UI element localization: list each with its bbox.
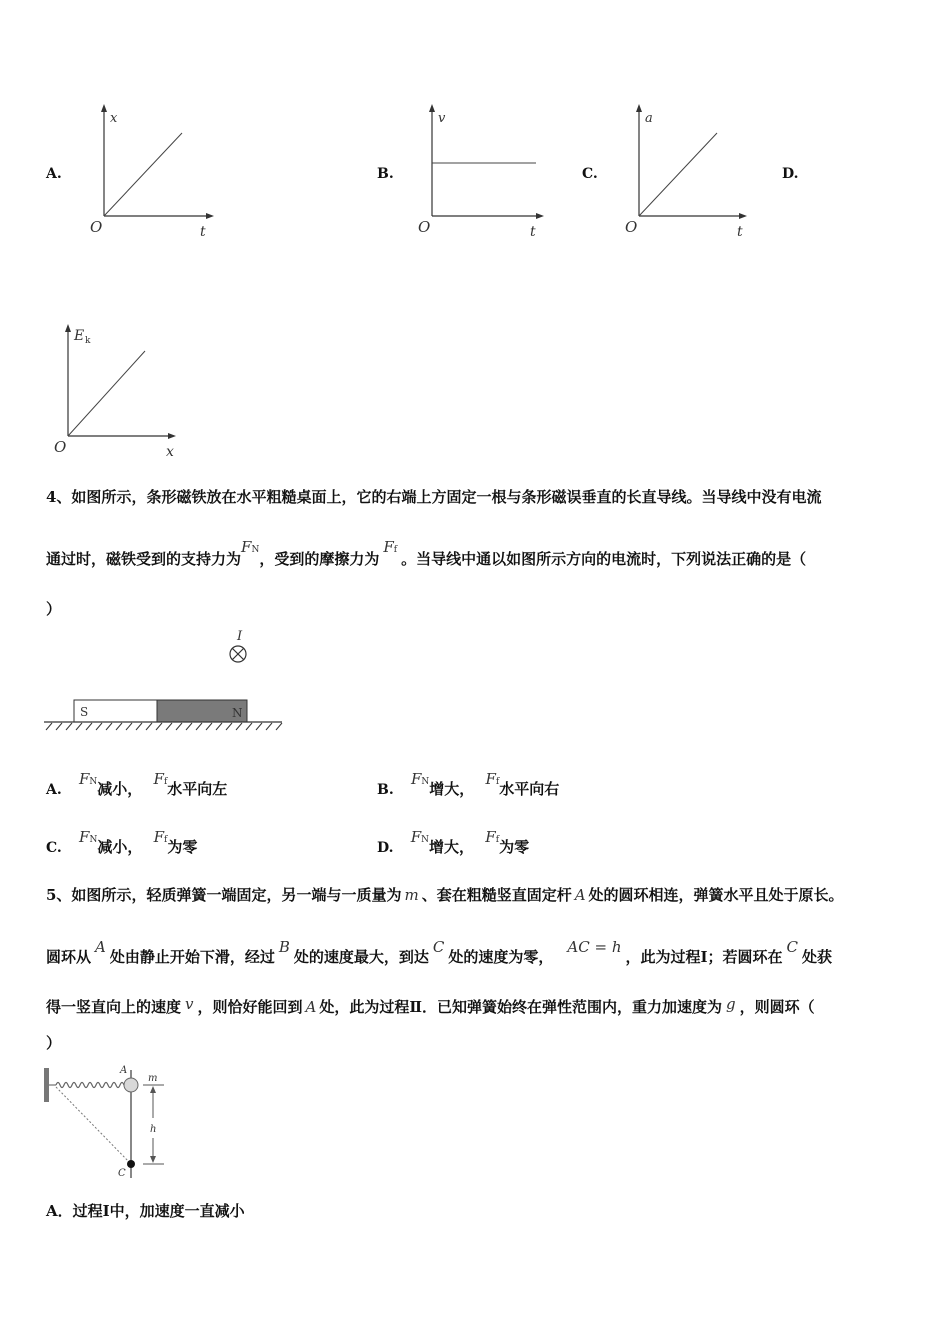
q4-stem-line2: [46, 538, 807, 569]
q3-c-ylabel: a: [645, 111, 653, 126]
wall: [44, 1068, 49, 1102]
q5-stem-line4: ）: [46, 1034, 62, 1052]
q3-a-origin: O: [90, 218, 103, 236]
q4-stem-line1: 4、如图所示，条形磁铁放在水平粗糙桌面上，它的右端上方固定一根与条形磁误垂直的长直导线。当导线中没有电流: [46, 488, 822, 506]
q4-stem-line3: ）: [46, 600, 62, 618]
q3-a-xlabel: t: [200, 224, 206, 240]
q3-option-b-letter: B.: [377, 166, 394, 182]
q4-option-a[interactable]: A. FN减小， Ff水平向左: [46, 770, 228, 798]
label-a: A: [120, 1065, 128, 1076]
q4-option-d[interactable]: D. FN增大， Ff为零: [377, 828, 530, 856]
ring-at-a: [124, 1078, 138, 1092]
spring-stretched-dashed: [56, 1087, 131, 1164]
q3-graph-b: [412, 100, 552, 240]
q3-b-origin: O: [418, 218, 431, 236]
q3-graph-c: [619, 100, 759, 240]
q4-line2-c: 。当导线中通以如图所示方向的电流时，下列说法正确的是（: [401, 550, 807, 568]
q5-option-a[interactable]: A．过程Ⅰ中，加速度一直减小: [46, 1202, 245, 1220]
q5-stem-line2: 圆环从A处由静止开始下滑，经过B处的速度最大，到达C处的速度为零，AC = h，此为过程Ⅰ；若圆环在C处获: [46, 938, 833, 966]
q3-graph-a: [84, 100, 219, 240]
q3-d-xlabel: x: [166, 444, 174, 460]
q5-stem-line1: 5、如图所示，轻质弹簧一端固定，另一端与一质量为 m 、套在粗糙竖直固定杆 A 处的圆环相连，弹簧水平且处于原长。: [46, 886, 844, 904]
q3-option-d-letter: D.: [782, 166, 799, 182]
q4-fn-symbol: FN: [241, 538, 260, 556]
q3-option-c-letter: C.: [582, 166, 598, 182]
q4-line2-b: ，受到的摩擦力为: [259, 550, 380, 568]
label-h: h: [150, 1124, 157, 1135]
q3-d-ylabel: E: [74, 328, 85, 344]
label-c: C: [118, 1168, 126, 1179]
q4-option-c[interactable]: C. FN减小， Ff为零: [46, 828, 198, 856]
q4-current-label: I: [237, 629, 243, 644]
q3-c-xlabel: t: [737, 224, 743, 240]
q4-line2-a: 通过时，磁铁受到的支持力为: [46, 550, 242, 568]
q3-d-origin: O: [54, 438, 67, 456]
q3-a-ylabel: x: [110, 111, 118, 126]
q3-graph-d: [48, 318, 188, 460]
q3-d-ylabel-sub: k: [85, 336, 91, 346]
q4-ff-symbol: Ff: [383, 538, 398, 556]
q5-stem-line3: 得一竖直向上的速度 v ，则恰好能回到 A 处，此为过程Ⅱ．已知弹簧始终在弹性范围内，重力加速度为 g ，则圆环（: [46, 995, 815, 1016]
magnet-south-label: S: [80, 705, 89, 719]
q5-spring-figure: [40, 1060, 180, 1184]
q3-b-xlabel: t: [530, 224, 536, 240]
point-c: [127, 1160, 135, 1168]
q3-c-origin: O: [625, 218, 638, 236]
magnet-north-label: N: [232, 706, 243, 720]
q4-option-b[interactable]: B. FN增大， Ff水平向右: [377, 770, 560, 798]
q3-b-ylabel: v: [438, 111, 446, 126]
q3-option-a-letter: A.: [46, 166, 62, 182]
label-m: m: [148, 1073, 158, 1084]
q4-magnet-figure: [44, 626, 284, 734]
